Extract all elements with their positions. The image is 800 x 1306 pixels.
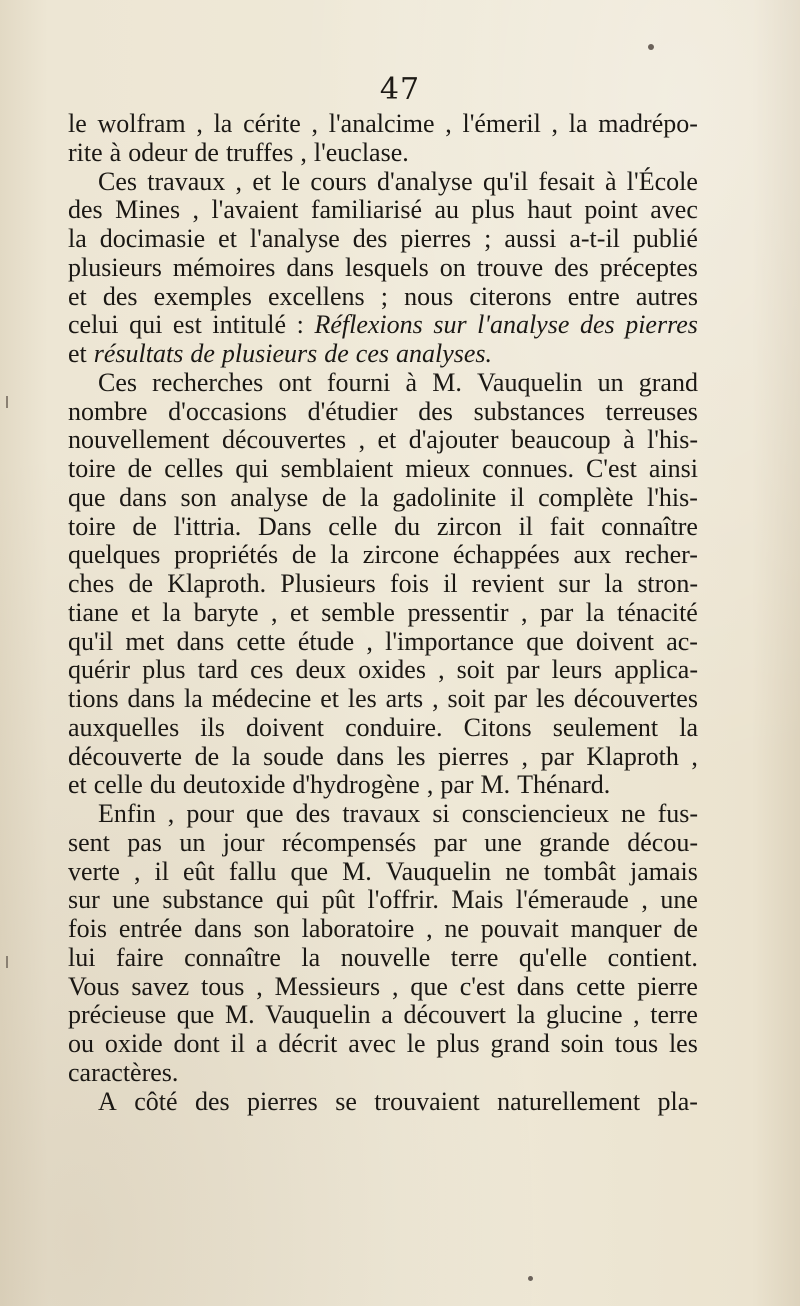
text-line: Ces travaux , et le cours d'analyse qu'il fesait à l'École (98, 166, 698, 196)
text-line: et celle du deutoxide d'hydrogène , par M. Thénard. (68, 770, 611, 800)
text-line: et des exemples excellens ; nous citerons entre autres (68, 281, 698, 311)
page-number: 47 (379, 72, 421, 107)
text-line: que dans son analyse de la gadolinite il complète l'his- (68, 482, 698, 512)
text-line: des Mines , l'avaient familiarisé au plus haut point avec (68, 195, 698, 225)
text-line: plusieurs mémoires dans lesquels on trouve des préceptes (68, 252, 698, 282)
text-line: sur une substance qui pût l'offrir. Mais l'émeraude , une (68, 885, 698, 915)
text-line: auxquelles ils doivent conduire. Citons seulement la (68, 712, 698, 742)
text-line: verte , il eût fallu que M. Vauquelin ne tombât jamais (68, 856, 698, 886)
text-line: qu'il met dans cette étude , l'importance que doivent ac- (68, 626, 698, 656)
text-line: nombre d'occasions d'étudier des substances terreuses (68, 396, 698, 426)
text-line: sent pas un jour récompensés par une grande décou- (68, 827, 698, 857)
margin-mark (6, 396, 8, 408)
text-line: ou oxide dont il a décrit avec le plus grand soin tous les (68, 1029, 698, 1058)
text-line: fois entrée dans son laboratoire , ne pouvait manquer de (68, 914, 698, 943)
text-line: toire de l'ittria. Dans celle du zircon il fait connaître (68, 511, 698, 541)
text-line: précieuse que M. Vauquelin a découvert la glucine , terre (68, 1000, 698, 1030)
text-line: et résultats de plusieurs de ces analyses. (68, 339, 493, 368)
text-line: quérir plus tard ces deux oxides , soit par leurs applica- (68, 655, 698, 685)
text-line: toire de celles qui semblaient mieux connues. C'est ainsi (68, 454, 698, 483)
text-line: Vous savez tous , Messieurs , que c'est dans cette pierre (68, 971, 698, 1001)
text-line: tiane et la baryte , et semble pressentir , par la ténacité (68, 597, 698, 627)
ink-speck (528, 1276, 533, 1281)
text-line: la docimasie et l'analyse des pierres ; aussi a-t-il publié (68, 224, 698, 253)
text-line: rite à odeur de truffes , l'euclase. (68, 137, 409, 167)
text-line: lui faire connaître la nouvelle terre qu'elle contient. (68, 942, 698, 972)
text-line: A côté des pierres se trouvaient naturellement pla- (98, 1086, 698, 1116)
text-line: ches de Klaproth. Plusieurs fois il revient sur la stron- (68, 569, 698, 598)
text-line: Ces recherches ont fourni à M. Vauquelin un grand (98, 367, 698, 397)
text-line: caractères. (68, 1057, 179, 1087)
ink-speck (648, 44, 654, 50)
text-line: tions dans la médecine et les arts , soit par les découvertes (68, 684, 698, 713)
margin-mark (6, 956, 8, 968)
text-line: celui qui est intitulé : Réflexions sur l'analyse des pierres (68, 310, 698, 340)
text-line: découverte de la soude dans les pierres , par Klaproth , (68, 741, 698, 771)
body-text (68, 110, 698, 1116)
text-line: nouvellement découvertes , et d'ajouter beaucoup à l'his- (68, 425, 698, 455)
text-line: le wolfram , la cérite , l'analcime , l'émeril , la madrépo- (68, 109, 698, 138)
text-line: quelques propriétés de la zircone échappées aux recher- (68, 540, 698, 570)
text-line: Enfin , pour que des travaux si consciencieux ne fus- (98, 799, 698, 828)
